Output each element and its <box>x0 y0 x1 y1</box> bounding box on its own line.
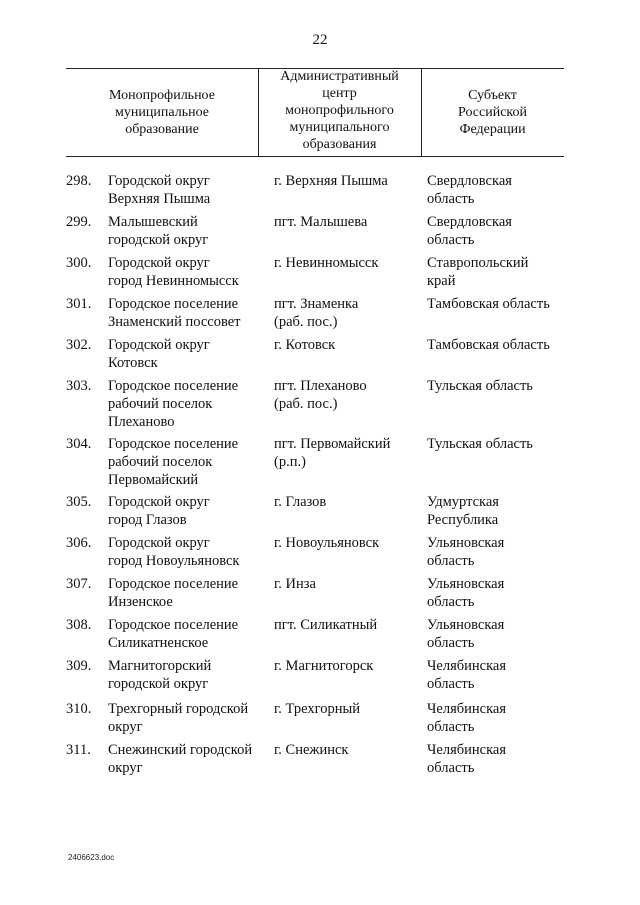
federal-subject-cell-line: область <box>427 635 475 651</box>
admin-center-cell <box>274 435 419 471</box>
federal-subject-cell-line: Тульская область <box>427 378 533 394</box>
header-line: муниципального <box>289 119 390 135</box>
federal-subject-cell <box>427 534 567 570</box>
municipality-cell <box>108 616 268 652</box>
municipality-cell-line: Городское поселение <box>108 436 239 452</box>
table-body <box>0 172 640 782</box>
federal-subject-cell <box>427 336 567 354</box>
table-row <box>0 700 640 741</box>
admin-center-cell-line: г. Трехгорный <box>274 701 360 717</box>
municipality-cell <box>108 575 268 611</box>
admin-center-cell <box>274 534 419 552</box>
admin-center-cell <box>274 172 419 190</box>
admin-center-cell <box>274 493 419 511</box>
table-row <box>0 741 640 782</box>
federal-subject-cell <box>427 254 567 290</box>
federal-subject-cell-line: Ульяновская <box>427 576 505 592</box>
municipality-cell <box>108 700 268 736</box>
table-row <box>0 657 640 700</box>
row-number: 309. <box>66 658 92 674</box>
header-line: монопрофильного <box>285 102 394 118</box>
table-row <box>0 295 640 336</box>
table-header-bottom-rule <box>66 156 564 157</box>
municipality-cell-line: Знаменский поссовет <box>108 314 241 330</box>
federal-subject-cell <box>427 172 567 208</box>
table-row <box>0 616 640 657</box>
header-line: образования <box>302 136 377 152</box>
admin-center-cell <box>274 377 419 413</box>
federal-subject-cell-line: Тамбовская область <box>427 337 550 353</box>
admin-center-cell <box>274 213 419 231</box>
document-id: 2406623.doc <box>68 853 115 862</box>
federal-subject-cell <box>427 295 567 313</box>
admin-center-cell-line: (раб. пос.) <box>274 314 338 330</box>
federal-subject-cell-line: Свердловская <box>427 214 512 230</box>
federal-subject-cell-line: Удмуртская <box>427 494 499 510</box>
municipality-cell <box>108 493 268 529</box>
admin-center-cell <box>274 295 419 331</box>
table-row <box>0 493 640 534</box>
federal-subject-cell-line: область <box>427 594 475 610</box>
row-number: 311. <box>66 742 91 758</box>
municipality-cell <box>108 435 268 489</box>
municipality-cell-line: Снежинский городской <box>108 742 253 758</box>
municipality-cell-line: Плеханово <box>108 414 175 430</box>
federal-subject-cell-line: Тульская область <box>427 436 533 452</box>
admin-center-cell <box>274 575 419 593</box>
federal-subject-cell-line: Свердловская <box>427 173 512 189</box>
table-row <box>0 435 640 493</box>
admin-center-cell <box>274 700 419 718</box>
admin-center-cell-line: (раб. пос.) <box>274 396 338 412</box>
table-row <box>0 377 640 435</box>
admin-center-cell <box>274 657 419 675</box>
table-row <box>0 336 640 377</box>
municipality-cell-line: городской округ <box>108 676 209 692</box>
municipality-cell <box>108 254 268 290</box>
municipality-cell <box>108 213 268 249</box>
row-number: 303. <box>66 378 92 394</box>
municipality-cell-line: Малышевский <box>108 214 198 230</box>
municipality-cell-line: Трехгорный городской <box>108 701 249 717</box>
table-row <box>0 172 640 213</box>
admin-center-cell-line: г. Котовск <box>274 337 336 353</box>
admin-center-cell-line: г. Магнитогорск <box>274 658 374 674</box>
municipality-cell <box>108 295 268 331</box>
municipality-cell-line: Городской округ <box>108 255 210 271</box>
admin-center-cell-line: пгт. Силикатный <box>274 617 378 633</box>
header-line: Федерации <box>459 121 526 137</box>
municipality-cell-line: Магнитогорский <box>108 658 212 674</box>
federal-subject-cell <box>427 657 567 693</box>
municipality-cell-line: Городской округ <box>108 535 210 551</box>
municipality-cell-line: город Невинномысск <box>108 273 239 289</box>
municipality-cell-line: Городской округ <box>108 494 210 510</box>
admin-center-cell-line: г. Верхняя Пышма <box>274 173 388 189</box>
table-row <box>0 534 640 575</box>
admin-center-cell-line: г. Невинномысск <box>274 255 379 271</box>
federal-subject-cell <box>427 213 567 249</box>
header-line: образование <box>125 121 199 137</box>
federal-subject-cell-line: Республика <box>427 512 499 528</box>
municipality-cell-line: Силикатненское <box>108 635 209 651</box>
admin-center-cell-line: пгт. Малышева <box>274 214 368 230</box>
municipality-cell-line: Городской округ <box>108 337 210 353</box>
header-line: Административный <box>280 68 399 84</box>
admin-center-cell-line: г. Глазов <box>274 494 327 510</box>
federal-subject-cell <box>427 741 567 777</box>
page-number: 22 <box>312 32 328 48</box>
admin-center-cell-line: пгт. Плеханово <box>274 378 367 394</box>
municipality-cell-line: город Новоульяновск <box>108 553 240 569</box>
municipality-cell-line: Городское поселение <box>108 576 239 592</box>
federal-subject-cell <box>427 616 567 652</box>
row-number: 306. <box>66 535 92 551</box>
header-line: центр <box>322 85 357 101</box>
header-municipality <box>66 68 258 156</box>
federal-subject-cell-line: Челябинская <box>427 701 507 717</box>
federal-subject-cell <box>427 493 567 529</box>
header-line: Российской <box>458 104 527 120</box>
table-row <box>0 213 640 254</box>
admin-center-cell <box>274 616 419 634</box>
municipality-cell-line: округ <box>108 719 143 735</box>
municipality-cell-line: рабочий поселок <box>108 454 213 470</box>
row-number: 302. <box>66 337 92 353</box>
federal-subject-cell-line: Ставропольский <box>427 255 529 271</box>
federal-subject-cell-line: область <box>427 191 475 207</box>
federal-subject-cell <box>427 700 567 736</box>
municipality-cell-line: Городское поселение <box>108 378 239 394</box>
municipality-cell <box>108 336 268 372</box>
row-number: 310. <box>66 701 92 717</box>
federal-subject-cell-line: область <box>427 232 475 248</box>
municipality-cell-line: Городское поселение <box>108 296 239 312</box>
table-row <box>0 254 640 295</box>
admin-center-cell-line: (р.п.) <box>274 454 306 470</box>
admin-center-cell-line: г. Снежинск <box>274 742 349 758</box>
federal-subject-cell <box>427 377 567 395</box>
federal-subject-cell-line: Ульяновская <box>427 535 505 551</box>
row-number: 304. <box>66 436 92 452</box>
municipality-cell <box>108 741 268 777</box>
header-line: муниципальное <box>115 104 209 120</box>
federal-subject-cell-line: Ульяновская <box>427 617 505 633</box>
row-number: 299. <box>66 214 92 230</box>
municipality-cell-line: Инзенское <box>108 594 173 610</box>
admin-center-cell-line: г. Новоульяновск <box>274 535 380 551</box>
row-number: 305. <box>66 494 92 510</box>
admin-center-cell-line: пгт. Знаменка <box>274 296 359 312</box>
table-row <box>0 575 640 616</box>
federal-subject-cell-line: область <box>427 760 475 776</box>
municipality-cell-line: городской округ <box>108 232 209 248</box>
federal-subject-cell-line: край <box>427 273 456 289</box>
federal-subject-cell-line: область <box>427 719 475 735</box>
header-admin-center <box>258 66 421 154</box>
row-number: 300. <box>66 255 92 271</box>
municipality-cell <box>108 534 268 570</box>
header-federal-subject <box>421 68 564 156</box>
municipality-cell <box>108 657 268 693</box>
municipality-cell-line: Первомайский <box>108 472 199 488</box>
municipality-cell <box>108 172 268 208</box>
municipality-cell <box>108 377 268 431</box>
municipality-cell-line: Верхняя Пышма <box>108 191 211 207</box>
federal-subject-cell-line: область <box>427 676 475 692</box>
row-number: 308. <box>66 617 92 633</box>
row-number: 301. <box>66 296 92 312</box>
federal-subject-cell-line: Челябинская <box>427 742 507 758</box>
header-line: Монопрофильное <box>109 87 215 103</box>
municipality-cell-line: округ <box>108 760 143 776</box>
municipality-cell-line: Городской округ <box>108 173 210 189</box>
admin-center-cell-line: г. Инза <box>274 576 316 592</box>
row-number: 307. <box>66 576 92 592</box>
federal-subject-cell-line: Тамбовская область <box>427 296 550 312</box>
admin-center-cell-line: пгт. Первомайский <box>274 436 391 452</box>
row-number: 298. <box>66 173 92 189</box>
federal-subject-cell <box>427 575 567 611</box>
admin-center-cell <box>274 254 419 272</box>
admin-center-cell <box>274 336 419 354</box>
municipality-cell-line: Городское поселение <box>108 617 239 633</box>
federal-subject-cell-line: Челябинская <box>427 658 507 674</box>
federal-subject-cell <box>427 435 567 453</box>
municipality-cell-line: город Глазов <box>108 512 187 528</box>
admin-center-cell <box>274 741 419 759</box>
federal-subject-cell-line: область <box>427 553 475 569</box>
municipality-cell-line: Котовск <box>108 355 158 371</box>
municipality-cell-line: рабочий поселок <box>108 396 213 412</box>
header-line: Субъект <box>468 87 517 103</box>
